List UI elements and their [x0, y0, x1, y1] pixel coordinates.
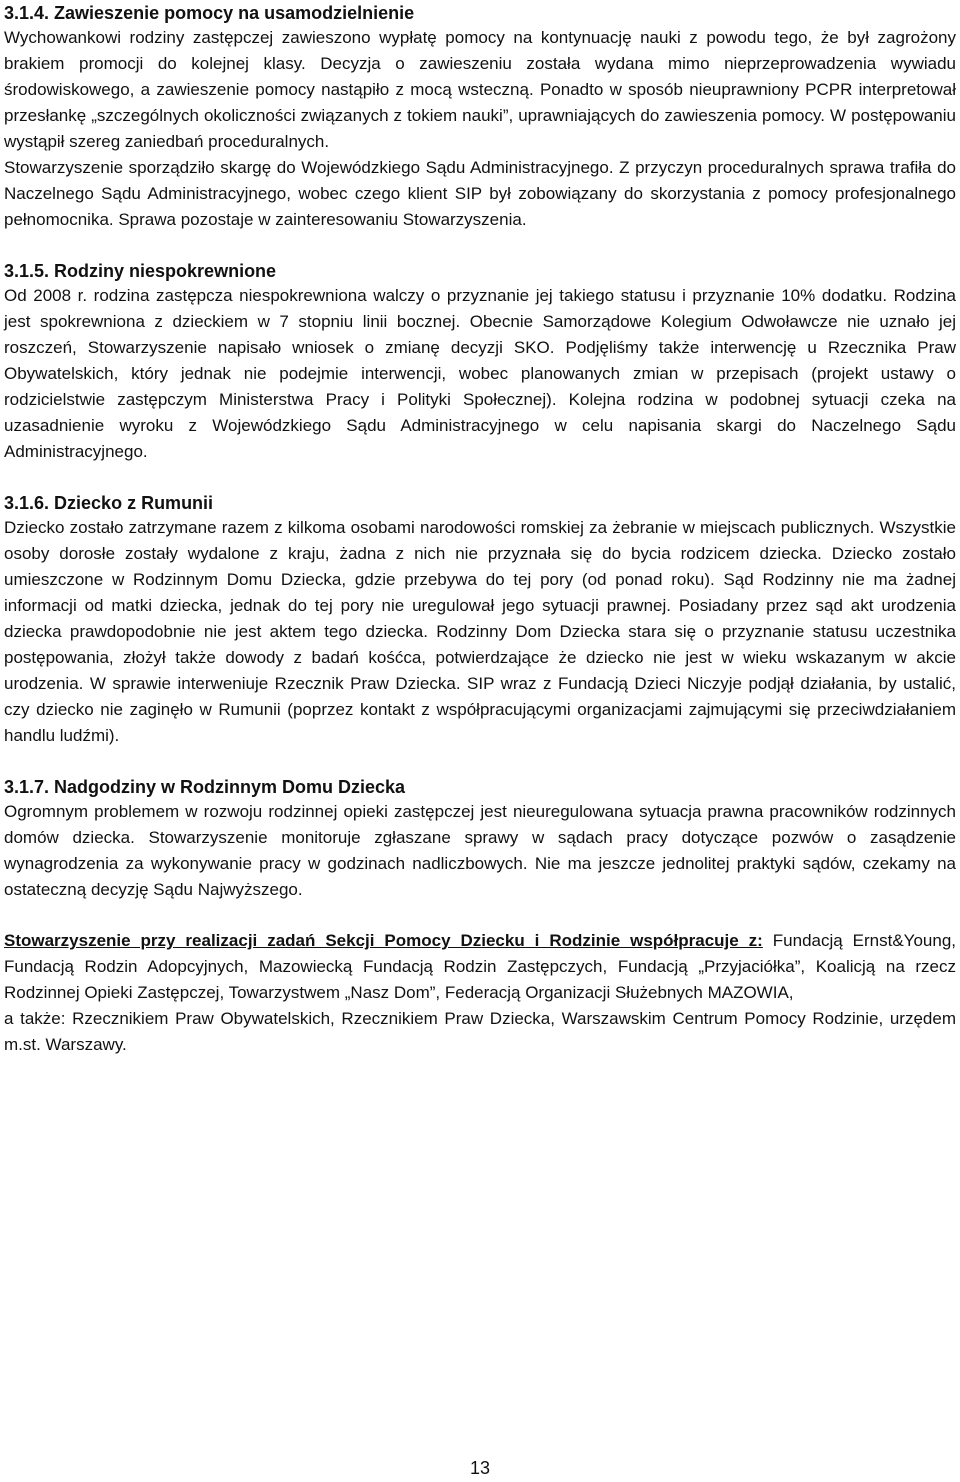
- cooperation-section: [4, 928, 956, 1058]
- section-paragraph: Od 2008 r. rodzina zastępcza niespokrewniona walczy o przyznanie jej takiego statusu i przyznanie 10% dodatku. Rodzina jest spokrewniona z dzieckiem w 7 stopniu linii bocznej. Obecnie Samorządowe Kolegium Odwoławcze nie uznało jej roszczeń, Stowarzyszenie napisało wniosek o zmianę decyzji SKO. Podjęliśmy także interwencję u Rzecznika Praw Obywatelskich, który jednak nie podejmie interwencji, wobec planowanych zmian w przepisach (projekt ustawy o rodzicielstwie zastępczym Ministerstwa Pracy i Polityki Społecznej). Kolejna rodzina w podobnej sytuacji czeka na uzasadnienie wyroku z Wojewódzkiego Sądu Administracyjnego w celu napisania skargi do Naczelnego Sądu Administracyjnego.: [4, 286, 956, 461]
- page-number: 13: [469, 1458, 491, 1478]
- section-paragraph: Wychowankowi rodziny zastępczej zawieszono wypłatę pomocy na kontynuację nauki z powodu tego, że był zagrożony brakiem promocji do kolejnej klasy. Decyzja o zawieszeniu została wydana mimo nieprzeprowadzenia wywiadu środowiskowego, a zawieszenie pomocy nastąpiło z mocą wsteczną. Ponadto w sposób nieuprawniony PCPR interpretował przesłankę „szczególnych okoliczności związanych z tokiem nauki”, uprawniających do zawieszenia pomocy. W postępowaniu wystąpił szereg zaniedbań proceduralnych.: [4, 28, 956, 151]
- section-3-1-6: [4, 490, 956, 749]
- section-heading: 3.1.4. Zawieszenie pomocy na usamodzielnienie: [4, 3, 415, 23]
- document-page: [4, 0, 956, 1058]
- cooperation-paragraph: [4, 928, 956, 1006]
- cooperation-lead: Stowarzyszenie przy realizacji zadań Sekcji Pomocy Dziecku i Rodzinie współpracuje z:: [4, 931, 763, 950]
- section-paragraph: Dziecko zostało zatrzymane razem z kilkoma osobami narodowości romskiej za żebranie w miejscach publicznych. Wszystkie osoby dorosłe zostały wydalone z kraju, żadna z nich nie przyznała się do bycia rodzicem dziecka. Dziecko zostało umieszczone w Rodzinnym Domu Dziecka, gdzie przebywa do tej pory (od ponad roku). Sąd Rodzinny nie ma żadnej informacji od matki dziecka, jednak do tej pory nie uregulował jego sytuacji prawnej. Posiadany przez sąd akt urodzenia dziecka prawdopodobnie nie jest aktem tego dziecka. Rodzinny Dom Dziecka stara się o przyznanie statusu uczestnika postępowania, złożył także dowody z badań kośćca, potwierdzające że dziecko nie jest w wieku wskazanym w akcie urodzenia. W sprawie interweniuje Rzecznik Praw Dziecka. SIP wraz z Fundacją Dzieci Niczyje podjął działania, by ustalić, czy dziecko nie zaginęło w Rumunii (poprzez kontakt z współpracującymi organizacjami zajmującymi się przeciwdziałaniem handlu ludźmi).: [4, 518, 956, 745]
- cooperation-partners: Fundacją Ernst&Young, Fundacją Rodzin Adopcyjnych, Mazowiecką Fundacją Rodzin Zastępczych, Fundacją „Przyjaciółka”, Koalicją na rzecz Rodzinnej Opieki Zastępczej, Towarzystwem „Nasz Dom”, Federacją Organizacji Służebnych MAZOWIA,: [4, 931, 956, 1002]
- section-heading: 3.1.5. Rodziny niespokrewnione: [4, 261, 277, 281]
- section-heading: 3.1.6. Dziecko z Rumunii: [4, 493, 214, 513]
- section-paragraph: Ogromnym problemem w rozwoju rodzinnej opieki zastępczej jest nieuregulowana sytuacja prawna pracowników rodzinnych domów dziecka. Stowarzyszenie monitoruje zgłaszane sprawy w sądach pracy dotyczące pozwów o zasądzenie wynagrodzenia za wykonywanie pracy w godzinach nadliczbowych. Nie ma jeszcze jednolitej praktyki sądów, czekamy na ostateczną decyzję Sądu Najwyższego.: [4, 802, 956, 899]
- section-3-1-4: [4, 0, 956, 233]
- section-heading: 3.1.7. Nadgodziny w Rodzinnym Domu Dziecka: [4, 777, 406, 797]
- section-3-1-5: [4, 258, 956, 465]
- cooperation-paragraph-2: a także: Rzecznikiem Praw Obywatelskich, Rzecznikiem Praw Dziecka, Warszawskim Centrum Pomocy Rodzinie, urzędem m.st. Warszawy.: [4, 1009, 956, 1054]
- section-paragraph: Stowarzyszenie sporządziło skargę do Wojewódzkiego Sądu Administracyjnego. Z przyczyn proceduralnych sprawa trafiła do Naczelnego Sądu Administracyjnego, wobec czego klient SIP był zobowiązany do skorzystania z pomocy profesjonalnego pełnomocnika. Sprawa pozostaje w zainteresowaniu Stowarzyszenia.: [4, 158, 956, 229]
- section-3-1-7: [4, 774, 956, 903]
